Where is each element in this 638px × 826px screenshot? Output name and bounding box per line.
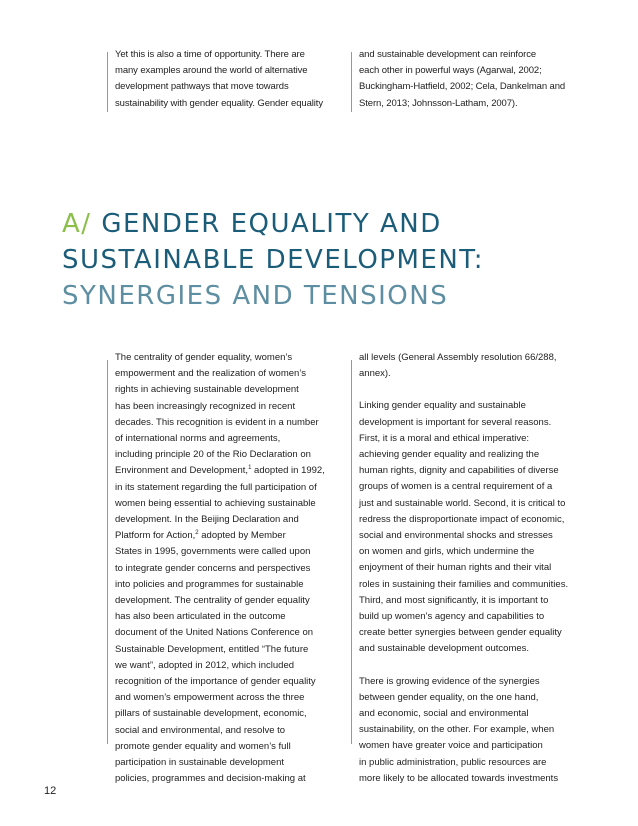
intro-paragraph-left bbox=[115, 47, 343, 112]
text-line: has also been articulated in the outcome bbox=[115, 611, 286, 623]
text-line: in its statement regarding the full participation of bbox=[115, 481, 317, 493]
footnote-marker: 1 bbox=[248, 465, 252, 472]
text-line: women being essential to achieving sustainable bbox=[115, 497, 316, 509]
text-line: and sustainable development outcomes. bbox=[359, 643, 530, 655]
text-span: adopted in 1992, bbox=[251, 465, 325, 477]
text-line: empowerment and the realization of women’s bbox=[115, 368, 306, 380]
text-line: to integrate gender concerns and perspectives bbox=[115, 562, 311, 574]
paragraph bbox=[359, 674, 595, 787]
text-line: social and environmental, and resolve to bbox=[115, 724, 286, 736]
text-line: Stern, 2013; Johnsson-Latham, 2007). bbox=[359, 97, 518, 109]
heading-line-2: SUSTAINABLE DEVELOPMENT: bbox=[62, 245, 485, 275]
text-line: development. The centrality of gender equality bbox=[115, 595, 310, 607]
text-line: States in 1995, governments were called upon bbox=[115, 546, 311, 558]
text-line: decades. This recognition is evident in a number bbox=[115, 416, 319, 428]
text-span: Environment and Development, bbox=[115, 465, 249, 477]
text-line: we want”, adopted in 2012, which included bbox=[115, 659, 295, 671]
text-line: recognition of the importance of gender equality bbox=[115, 676, 316, 688]
heading-line-3: SYNERGIES AND TENSIONS bbox=[62, 281, 449, 311]
text-line bbox=[115, 528, 343, 544]
text-line: sustainability, on the other. For example, when bbox=[359, 724, 555, 736]
text-line: There is growing evidence of the synergies bbox=[359, 675, 540, 687]
text-line: Sustainable Development, entitled “The future bbox=[115, 643, 309, 655]
text-line: participation in sustainable development bbox=[115, 757, 284, 769]
text-line: create better synergies between gender equality bbox=[359, 627, 562, 639]
text-line: more likely to be allocated towards investments bbox=[359, 772, 559, 784]
text-line: development. In the Beijing Declaration and bbox=[115, 514, 299, 526]
text-line: Buckingham-Hatfield, 2002; Cela, Dankelman and bbox=[359, 81, 566, 93]
paragraph bbox=[359, 398, 595, 657]
text-line: sustainability with gender equality. Gender equality bbox=[115, 97, 323, 109]
text-line: social and environmental shocks and stresses bbox=[359, 530, 553, 542]
text-line: Linking gender equality and sustainable bbox=[359, 400, 526, 412]
footnote-marker: 2 bbox=[195, 530, 199, 537]
text-line: and women’s empowerment across the three bbox=[115, 692, 305, 704]
text-line: roles in sustaining their families and communities. bbox=[359, 578, 569, 590]
text-line: many examples around the world of alternative bbox=[115, 65, 308, 77]
text-line: of international norms and agreements, bbox=[115, 433, 281, 445]
column-rule-top-right bbox=[351, 52, 352, 112]
text-line: Third, and most significantly, it is important to bbox=[359, 594, 549, 606]
text-span: Platform for Action, bbox=[115, 530, 196, 542]
body-column-right bbox=[359, 350, 595, 787]
section-prefix: A/ bbox=[62, 209, 92, 239]
text-line bbox=[115, 463, 343, 479]
column-rule-top-left bbox=[107, 52, 108, 112]
heading-text: GENDER EQUALITY AND bbox=[101, 209, 442, 239]
text-line: enjoyment of their human rights and their vital bbox=[359, 562, 552, 574]
text-line: Yet this is also a time of opportunity. There are bbox=[115, 49, 305, 60]
text-line: policies, programmes and decision-making at bbox=[115, 773, 306, 785]
intro-paragraph-right bbox=[359, 47, 591, 112]
text-line: achieving gender equality and realizing the bbox=[359, 449, 540, 461]
text-line: including principle 20 of the Rio Declaration on bbox=[115, 449, 311, 461]
section-heading bbox=[62, 206, 622, 314]
text-line: human rights, dignity and capabilities of diverse bbox=[359, 465, 559, 477]
text-line: in public administration, public resources are bbox=[359, 756, 547, 768]
column-rule-body-left bbox=[107, 360, 108, 744]
column-rule-body-right bbox=[351, 360, 352, 744]
text-line: women have greater voice and participation bbox=[359, 740, 543, 752]
text-line: and economic, social and environmental bbox=[359, 708, 529, 720]
text-line: promote gender equality and women’s full bbox=[115, 740, 291, 752]
text-line: between gender equality, on the one hand, bbox=[359, 691, 539, 703]
text-line: each other in powerful ways (Agarwal, 2002; bbox=[359, 65, 542, 77]
text-line: rights in achieving sustainable development bbox=[115, 384, 299, 396]
text-line: has been increasingly recognized in recent bbox=[115, 400, 296, 412]
paragraph bbox=[359, 350, 595, 382]
text-line: pillars of sustainable development, economic, bbox=[115, 708, 307, 720]
text-line: The centrality of gender equality, women’s bbox=[115, 352, 293, 363]
text-line: redress the disproportionate impact of economic, bbox=[359, 513, 565, 525]
text-span: adopted by Member bbox=[198, 530, 286, 542]
text-line: First, it is a moral and ethical imperative: bbox=[359, 432, 530, 444]
page-number: 12 bbox=[44, 785, 57, 797]
text-line: all levels (General Assembly resolution 66/288, bbox=[359, 352, 557, 363]
text-line: into policies and programmes for sustainable bbox=[115, 578, 304, 590]
text-line: development pathways that move towards bbox=[115, 81, 289, 93]
text-line: on women and girls, which undermine the bbox=[359, 546, 535, 558]
text-line: just and sustainable world. Second, it is critical to bbox=[359, 497, 566, 509]
heading-line-1 bbox=[62, 206, 622, 242]
text-line: annex). bbox=[359, 368, 391, 380]
text-line: groups of women is a central requirement of a bbox=[359, 481, 553, 493]
text-line: and sustainable development can reinforce bbox=[359, 49, 537, 60]
text-line: document of the United Nations Conference on bbox=[115, 627, 314, 639]
body-column-left bbox=[115, 350, 343, 787]
text-line: development is important for several reasons. bbox=[359, 416, 552, 428]
text-line: build up women’s agency and capabilities to bbox=[359, 611, 545, 623]
